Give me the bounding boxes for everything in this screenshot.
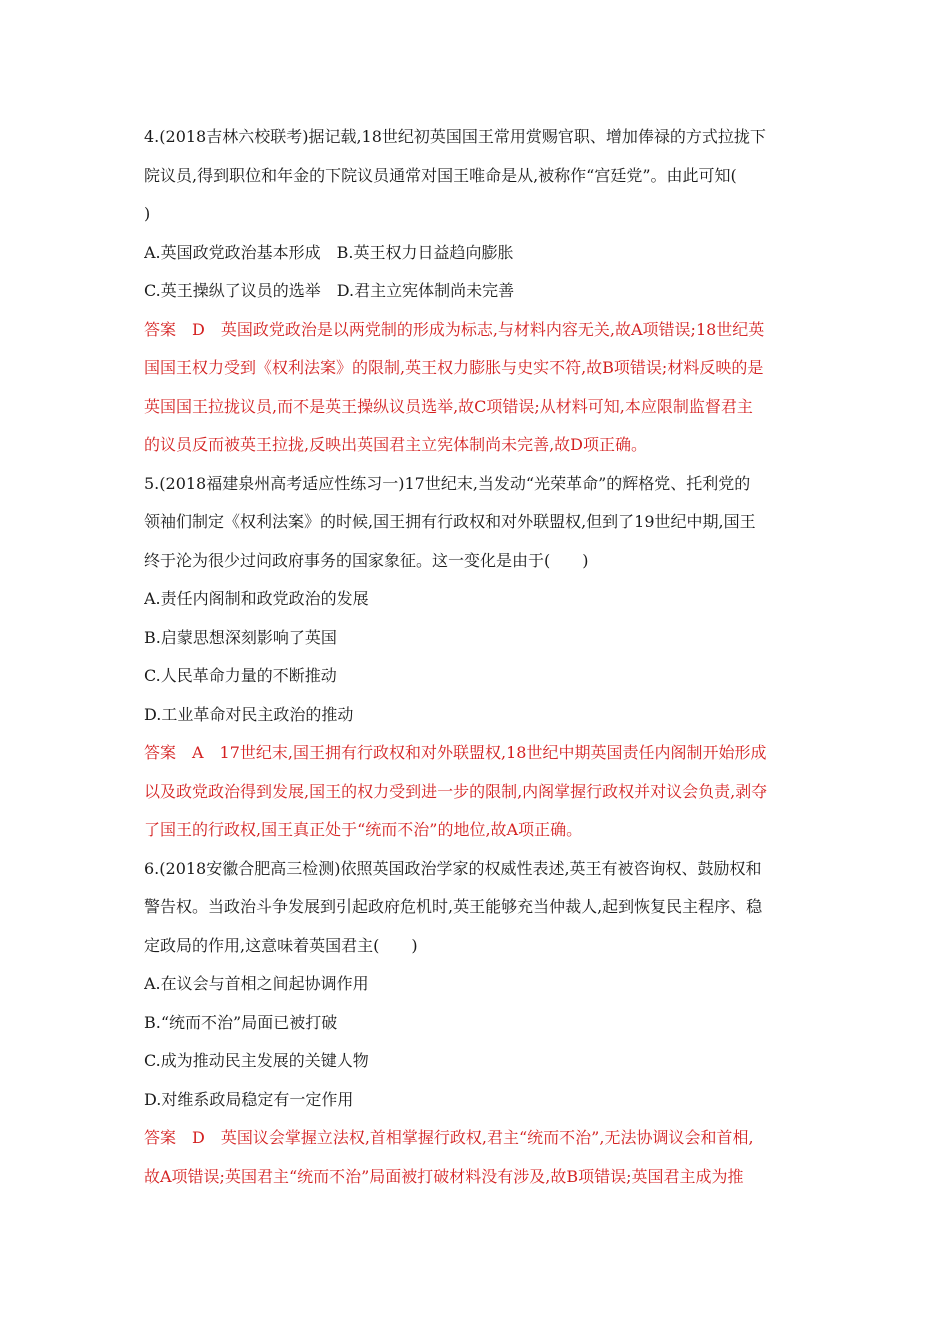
answer-line: 国国王权力受到《权利法案》的限制,英王权力膨胀与史实不符,故B项错误;材料反映的是 xyxy=(144,358,764,377)
option-line: D.工业革命对民主政治的推动 xyxy=(144,704,354,724)
question-stem-line: 院议员,得到职位和年金的下院议员通常对国王唯命是从,被称作“宫廷党”。由此可知( xyxy=(144,165,737,185)
question-stem-line: 定政局的作用,这意味着英国君主( ) xyxy=(144,935,418,955)
question-4 xyxy=(144,118,808,465)
answer-line: 以及政党政治得到发展,国王的权力受到进一步的限制,内阁掌握行政权并对议会负责,剥夺 xyxy=(144,781,768,801)
option-line: A.英国政党政治基本形成 B.英王权力日益趋向膨胀 xyxy=(144,242,514,262)
answer-line: 了国王的行政权,国王真正处于“统而不治”的地位,故A项正确。 xyxy=(144,820,583,839)
answer-line: 答案 A 17世纪末,国王拥有行政权和对外联盟权,18世纪中期英国责任内阁制开始形成 xyxy=(144,743,767,762)
option-line: C.英王操纵了议员的选举 D.君主立宪体制尚未完善 xyxy=(144,281,515,300)
question-stem-line: 4.(2018吉林六校联考)据记载,18世纪初英国国王常用赏赐官职、增加俸禄的方式拉拢下 xyxy=(144,127,766,146)
option-line: D.对维系政局稳定有一定作用 xyxy=(144,1089,354,1109)
question-stem-line: 终于沦为很少过问政府事务的国家象征。这一变化是由于( ) xyxy=(144,550,589,570)
answer-line: 答案 D 英国政党政治是以两党制的形成为标志,与材料内容无关,故A项错误;18世纪英 xyxy=(144,319,765,339)
answer-line: 故A项错误;英国君主“统而不治”局面被打破材料没有涉及,故B项错误;英国君主成为推 xyxy=(144,1166,744,1186)
option-line: B.启蒙思想深刻影响了英国 xyxy=(144,627,337,647)
question-stem-line: 警告权。当政治斗争发展到引起政府危机时,英王能够充当仲裁人,起到恢复民主程序、稳 xyxy=(144,897,763,916)
option-line: B.“统而不治”局面已被打破 xyxy=(144,1012,338,1032)
answer-line: 英国国王拉拢议员,而不是英王操纵议员选举,故C项错误;从材料可知,本应限制监督君主 xyxy=(144,396,753,416)
question-stem-line: 领袖们制定《权利法案》的时候,国王拥有行政权和对外联盟权,但到了19世纪中期,国王 xyxy=(144,512,756,531)
option-line: A.在议会与首相之间起协调作用 xyxy=(144,974,369,993)
option-line: A.责任内阁制和政党政治的发展 xyxy=(144,589,369,608)
answer-line: 答案 D 英国议会掌握立法权,首相掌握行政权,君主“统而不治”,无法协调议会和首相, xyxy=(144,1128,754,1147)
question-stem-line: ) xyxy=(144,204,151,223)
option-line: C.人民革命力量的不断推动 xyxy=(144,666,337,685)
answer-line: 的议员反而被英王拉拢,反映出英国君主立宪体制尚未完善,故D项正确。 xyxy=(144,435,648,454)
question-stem-line: 5.(2018福建泉州高考适应性练习一)17世纪末,当发动“光荣革命”的辉格党、托利党的 xyxy=(144,473,751,493)
document-page xyxy=(144,118,808,1196)
question-6 xyxy=(144,850,808,1197)
question-5 xyxy=(144,465,808,850)
option-line: C.成为推动民主发展的关键人物 xyxy=(144,1051,369,1070)
question-stem-line: 6.(2018安徽合肥高三检测)依照英国政治学家的权威性表述,英王有被咨询权、鼓励权和 xyxy=(144,858,762,878)
